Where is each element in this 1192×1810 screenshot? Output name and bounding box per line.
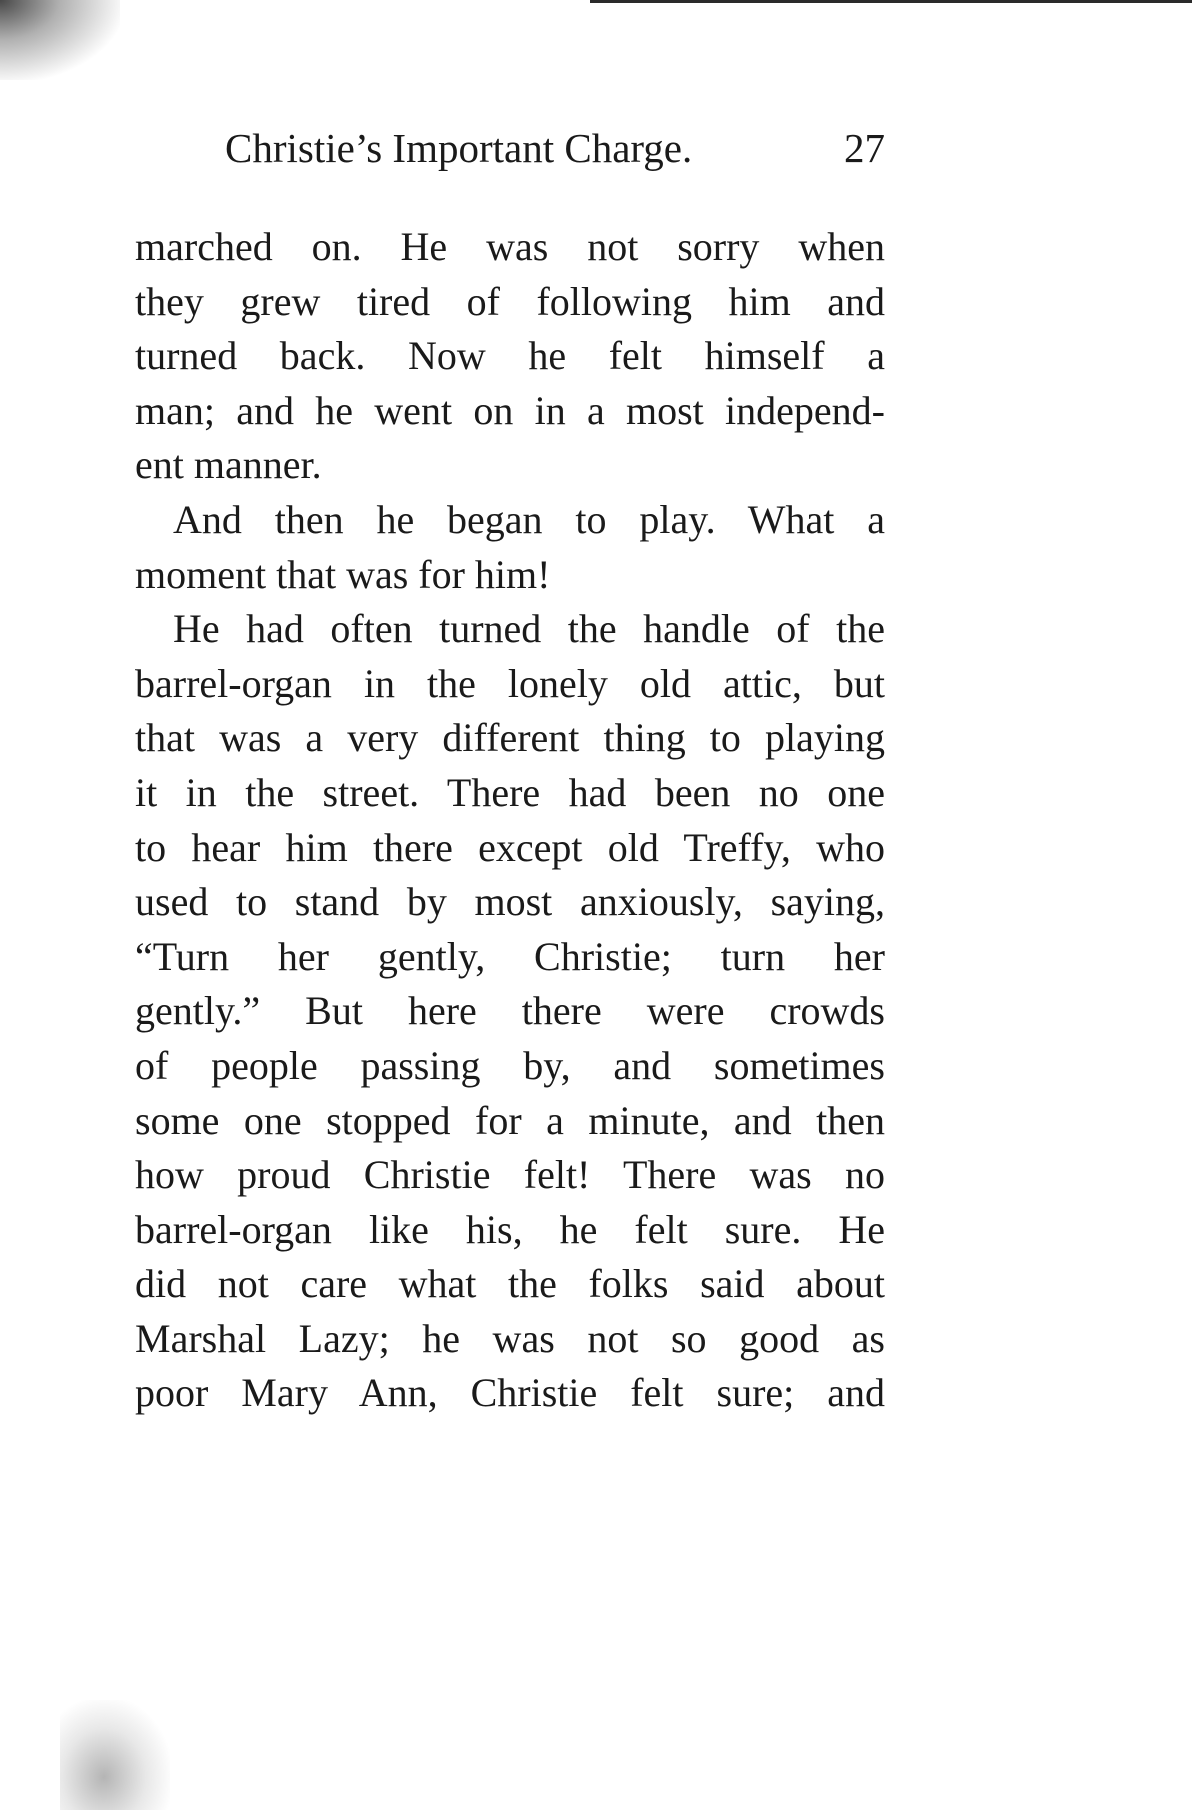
text-line: to hear him there except old Treffy, who	[135, 824, 885, 870]
text-line: ent manner.	[135, 442, 322, 488]
text-line: turned back. Now he felt himself a	[135, 333, 885, 379]
text-line: gently.” But here there were crowds	[135, 988, 885, 1034]
text-line: And then he began to play. What a	[173, 496, 885, 542]
text-line: man; and he went on in a most independ-	[135, 387, 885, 433]
text-line: He had often turned the handle of the	[173, 606, 885, 652]
scan-corner-smudge	[0, 0, 120, 80]
top-edge-rule	[590, 0, 1192, 3]
page-number: 27	[844, 125, 885, 171]
scan-bottom-smudge	[60, 1700, 170, 1810]
text-line: it in the street. There had been no one	[135, 769, 885, 815]
body-text	[135, 220, 885, 1421]
running-header	[225, 118, 885, 178]
text-line: did not care what the folks said about	[135, 1261, 885, 1307]
text-line: moment that was for him!	[135, 551, 551, 597]
text-line: barrel-organ in the lonely old attic, but	[135, 660, 885, 706]
text-line: barrel-organ like his, he felt sure. He	[135, 1206, 885, 1252]
running-title: Christie’s Important Charge.	[225, 125, 693, 171]
text-line: Marshal Lazy; he was not so good as	[135, 1315, 885, 1361]
text-line: that was a very different thing to playing	[135, 715, 885, 761]
text-line: they grew tired of following him and	[135, 278, 885, 324]
text-line: of people passing by, and sometimes	[135, 1042, 885, 1088]
text-line: “Turn her gently, Christie; turn her	[135, 933, 885, 979]
text-line: used to stand by most anxiously, saying,	[135, 879, 885, 925]
text-line: poor Mary Ann, Christie felt sure; and	[135, 1370, 885, 1416]
text-line: how proud Christie felt! There was no	[135, 1152, 885, 1198]
text-line: marched on. He was not sorry when	[135, 224, 885, 269]
text-line: some one stopped for a minute, and then	[135, 1097, 885, 1143]
